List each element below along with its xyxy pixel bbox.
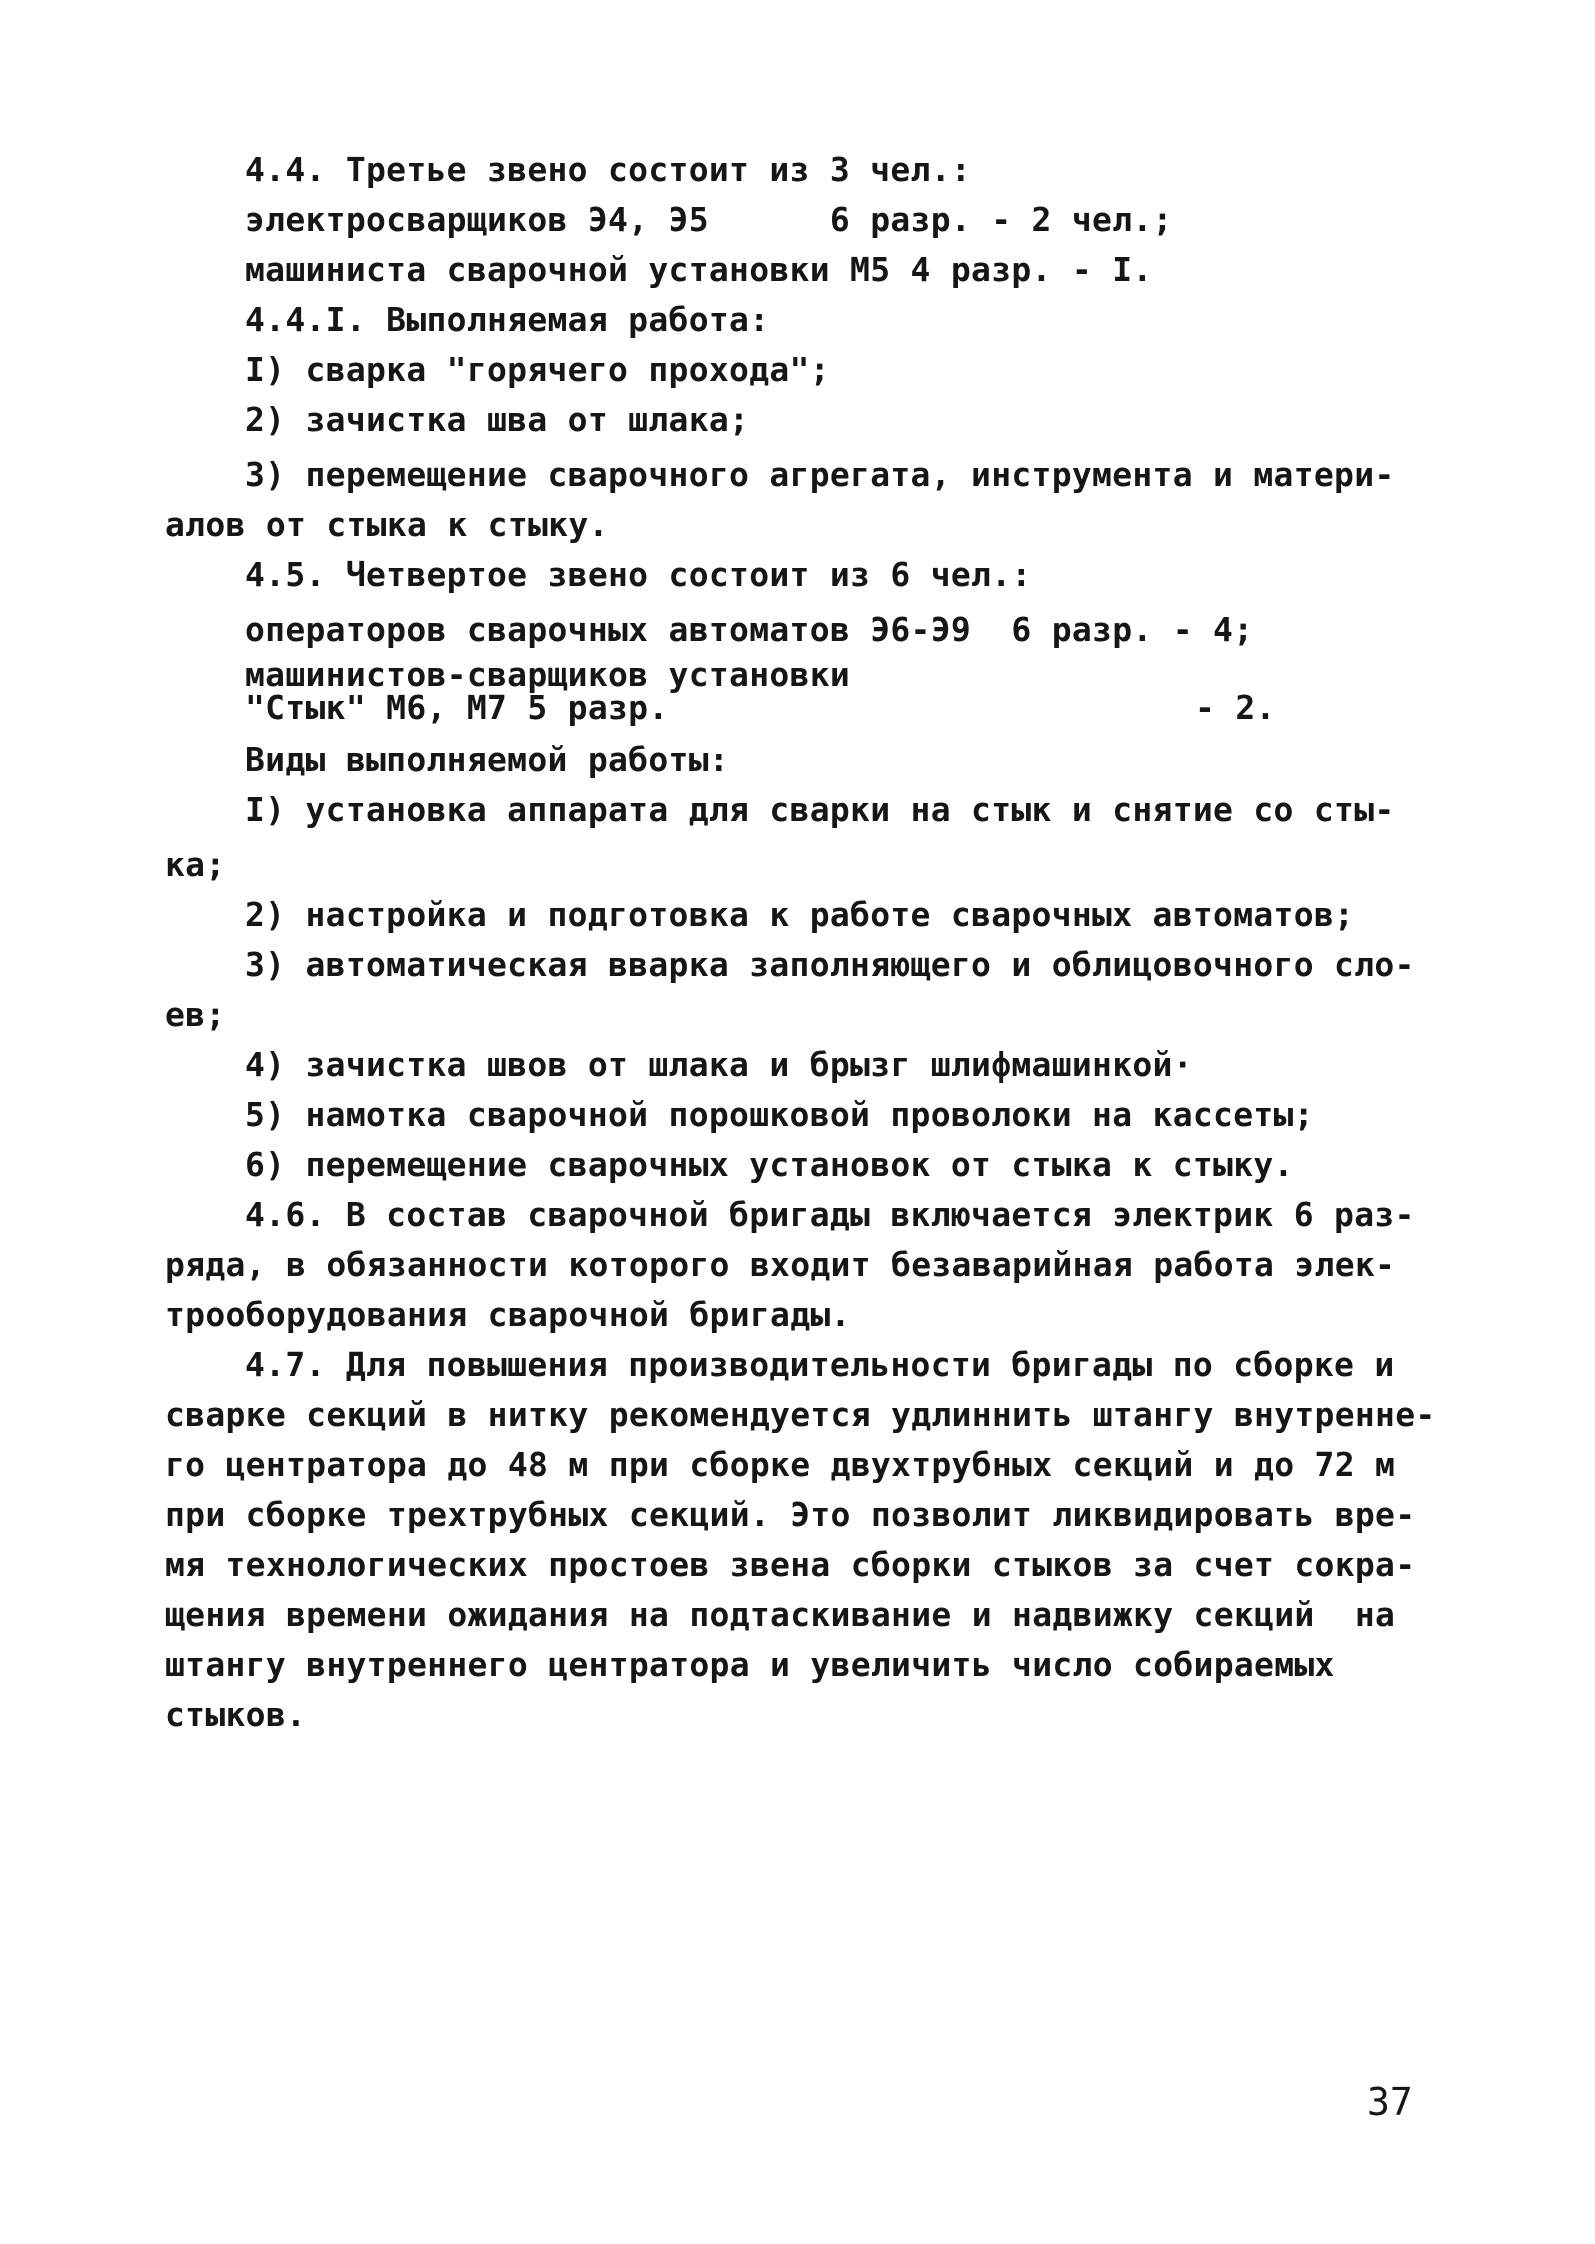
work-item-continuation: ка;: [165, 845, 226, 884]
work-item: 4) зачистка швов от шлака и брызг шлифмашинкой·: [245, 1045, 1193, 1084]
work-item: I) установка аппарата для сварки на стык и снятие со сты-: [245, 790, 1395, 829]
paragraph-line: трооборудования сварочной бригады.: [165, 1295, 851, 1334]
crew-count: - 2.: [1195, 688, 1276, 727]
crew-line: машинистов-сварщиков установки: [245, 655, 851, 694]
work-item: 5) намотка сварочной порошковой проволоки на кассеты;: [245, 1095, 1314, 1134]
work-item: I) сварка "горячего прохода";: [245, 350, 830, 389]
paragraph-line: 4.7. Для повышения производительности бригады по сборке и: [245, 1345, 1395, 1384]
work-title: Виды выполняемой работы:: [245, 740, 730, 779]
section-4-4-1-heading: 4.4.I. Выполняемая работа:: [245, 300, 770, 339]
crew-line: электросварщиков Э4, Э5 6 разр. - 2 чел.;: [245, 200, 1173, 239]
paragraph-line: при сборке трехтрубных секций. Это позволит ликвидировать вре-: [165, 1495, 1416, 1534]
paragraph-line: 4.6. В состав сварочной бригады включается электрик 6 раз-: [245, 1195, 1415, 1234]
paragraph-line: ряда, в обязанности которого входит безаварийная работа элек-: [165, 1245, 1396, 1284]
section-4-5-heading: 4.5. Четвертое звено состоит из 6 чел.:: [245, 555, 1032, 594]
section-4-4-heading: 4.4. Третье звено состоит из 3 чел.:: [245, 150, 972, 189]
work-item-continuation: ев;: [165, 995, 226, 1034]
paragraph-line: мя технологических простоев звена сборки стыков за счет сокра-: [165, 1545, 1416, 1584]
work-item: 2) зачистка шва от шлака;: [245, 400, 750, 439]
page-number: 37: [1367, 2080, 1413, 2124]
paragraph-line: го центратора до 48 м при сборке двухтрубных секций и до 72 м: [165, 1445, 1396, 1484]
crew-line: "Стык" М6, М7 5 разр.: [245, 688, 669, 727]
crew-line: операторов сварочных автоматов Э6-Э9 6 разр. - 4;: [245, 610, 1254, 649]
paragraph-line: штангу внутреннего центратора и увеличить число собираемых: [165, 1645, 1335, 1684]
work-item: 2) настройка и подготовка к работе сварочных автоматов;: [245, 895, 1355, 934]
work-item: 3) перемещение сварочного агрегата, инструмента и матери-: [245, 455, 1395, 494]
work-item: 3) автоматическая вварка заполняющего и облицовочного сло-: [245, 945, 1415, 984]
paragraph-line: стыков.: [165, 1695, 307, 1734]
paragraph-line: щения времени ожидания на подтаскивание и надвижку секций на: [165, 1595, 1396, 1634]
paragraph-line: сварке секций в нитку рекомендуется удлиннить штангу внутренне-: [165, 1395, 1436, 1434]
work-item-continuation: алов от стыка к стыку.: [165, 505, 609, 544]
work-item: 6) перемещение сварочных установок от стыка к стыку.: [245, 1145, 1294, 1184]
crew-line: машиниста сварочной установки М5 4 разр. - I.: [245, 250, 1153, 289]
